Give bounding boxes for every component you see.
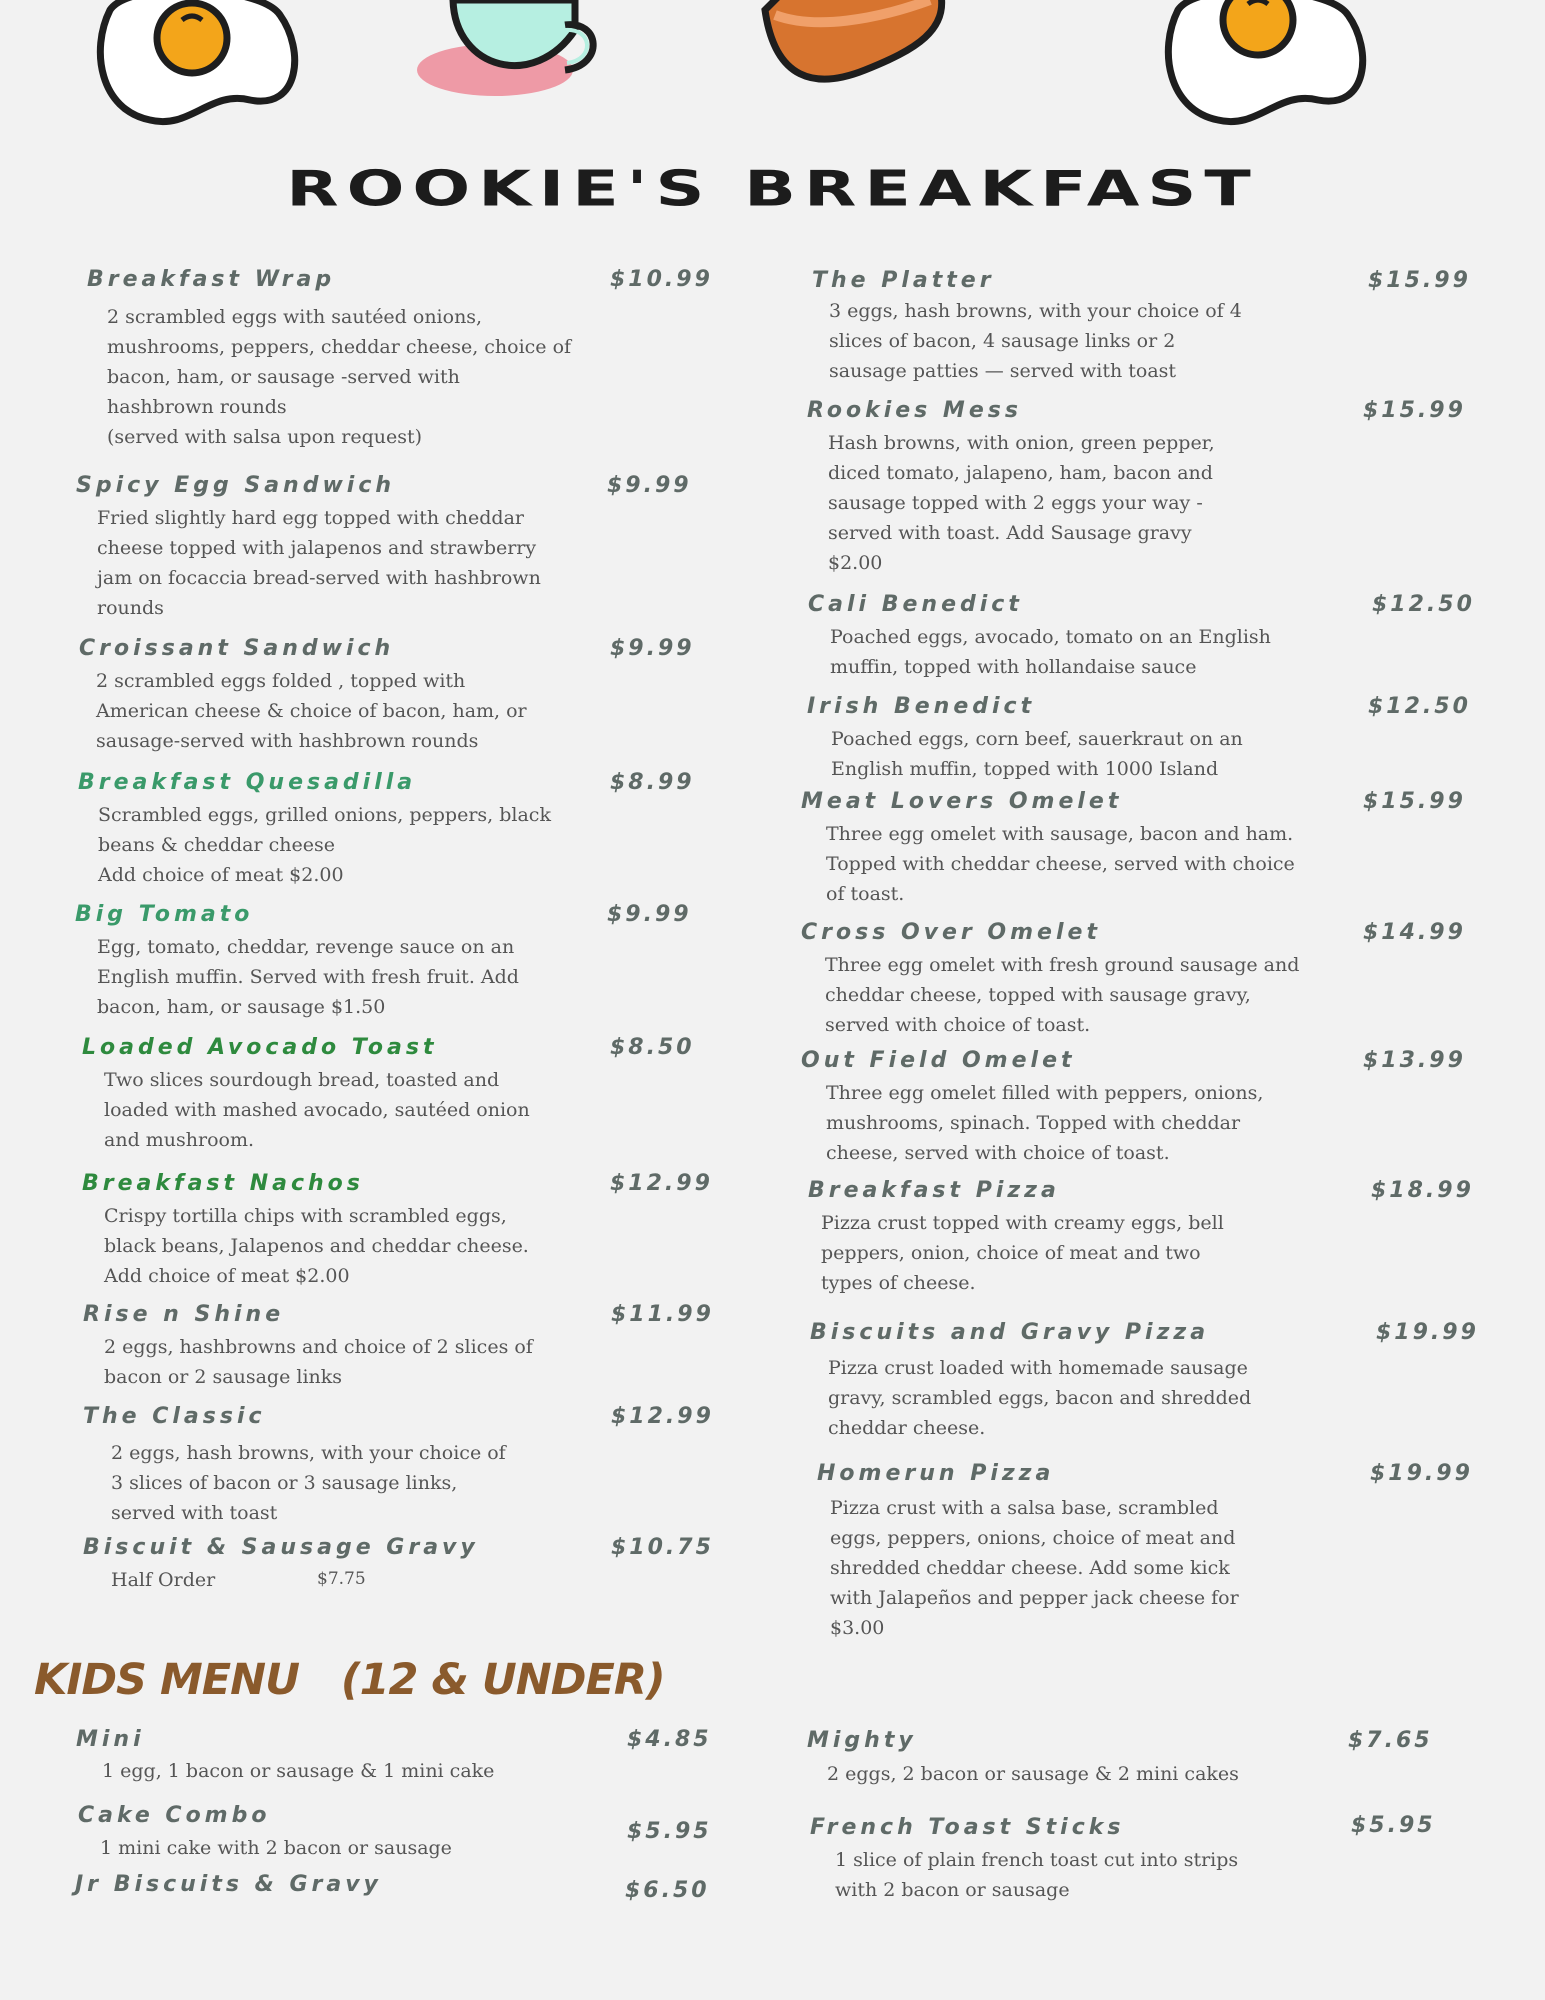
item-description: Pizza crust loaded with homemade sausage gravy, scrambled eggs, bacon and shredded cheddar cheese. [828,1357,1252,1439]
item-name: Rookies Mess [807,398,1022,423]
item-name: Cross Over Omelet [801,920,1101,945]
item-name: Mini [76,1727,145,1752]
item-description: Fried slightly hard egg topped with cheddar cheese topped with jalapenos and strawberry jam on focaccia bread-served with hashbrown rounds [97,507,541,619]
item-name: Breakfast Pizza [808,1178,1060,1203]
item-name: The Classic [83,1404,266,1429]
item-price: $9.99 [610,636,695,661]
item-name: Irish Benedict [807,694,1036,719]
item-name: Big Tomato [75,902,254,927]
item-price: $15.99 [1363,398,1466,423]
item-price: $15.99 [1368,268,1471,293]
item-price: $11.99 [611,1302,714,1327]
half-order-price: $7.75 [317,1569,366,1589]
item-name: Rise n Shine [83,1302,285,1327]
item-name: Croissant Sandwich [79,636,395,661]
item-price: $10.99 [610,267,713,292]
item-name: Homerun Pizza [817,1461,1055,1486]
item-description: Two slices sourdough bread, toasted and loaded with mashed avocado, sautéed onion and mushroom. [104,1069,530,1151]
item-price: $5.95 [1351,1813,1436,1838]
item-price: $14.99 [1363,920,1466,945]
item-description: Poached eggs, avocado, tomato on an English muffin, topped with hollandaise sauce [830,626,1271,678]
item-name: Breakfast Quesadilla [78,770,417,795]
item-description: Three egg omelet filled with peppers, onions, mushrooms, spinach. Topped with cheddar cheese, served with choice of toast. [826,1082,1264,1164]
item-name: Spicy Egg Sandwich [76,473,396,498]
item-price: $12.50 [1368,694,1471,719]
item-name: The Platter [812,268,995,293]
item-price: $7.65 [1348,1728,1433,1753]
item-name: Loaded Avocado Toast [82,1035,438,1060]
item-price: $6.50 [625,1878,710,1903]
item-name: Jr Biscuits & Gravy [75,1872,382,1897]
item-name: Out Field Omelet [801,1048,1076,1073]
item-price: $12.99 [610,1171,713,1196]
item-price: $8.50 [610,1035,695,1060]
item-description: Three egg omelet with fresh ground sausage and cheddar cheese, topped with sausage gravy, served with choice of toast. [825,954,1300,1036]
item-description: Crispy tortilla chips with scrambled eggs, black beans, Jalapenos and cheddar cheese. Add choice of meat $2.00 [104,1205,529,1287]
item-price: $19.99 [1370,1461,1473,1486]
item-price: $19.99 [1376,1320,1479,1345]
item-description: 3 eggs, hash browns, with your choice of 4 slices of bacon, 4 sausage links or 2 sausage patties — served with toast [829,300,1242,382]
item-name: Meat Lovers Omelet [801,789,1123,814]
item-price: $12.99 [611,1404,714,1429]
coffee-cup-icon [415,0,610,105]
item-name: Breakfast Wrap [87,267,336,292]
item-description: 1 egg, 1 bacon or sausage & 1 mini cake [102,1760,495,1782]
fried-egg-icon [90,0,305,140]
item-description: Pizza crust with a salsa base, scrambled eggs, peppers, onions, choice of meat and shredded cheddar cheese. Add some kick with Jalapeños and pepper jack cheese for $3.00 [830,1497,1239,1639]
item-price: $9.99 [607,473,692,498]
item-price: $13.99 [1363,1048,1466,1073]
bread-icon [755,0,955,100]
item-description: 2 scrambled eggs folded , topped with American cheese & choice of bacon, ham, or sausage-served with hashbrown rounds [96,670,527,752]
kids-menu-heading: KIDS MENU (12 & UNDER) [34,1655,665,1705]
item-price: $18.99 [1371,1178,1474,1203]
item-description: 1 slice of plain french toast cut into strips with 2 bacon or sausage [835,1849,1239,1901]
item-price: $9.99 [607,902,692,927]
item-description: 2 eggs, 2 bacon or sausage & 2 mini cakes [827,1763,1239,1785]
item-description: Half Order [111,1569,216,1591]
item-price: $5.95 [627,1819,712,1844]
item-description: Hash browns, with onion, green pepper, diced tomato, jalapeno, ham, bacon and sausage topped with 2 eggs your way - served with toast. Add Sausage gravy $2.00 [828,432,1215,574]
item-price: $10.75 [611,1535,714,1560]
item-description: Three egg omelet with sausage, bacon and ham. Topped with cheddar cheese, served with choice of toast. [826,823,1295,905]
page-title: ROOKIE'S BREAKFAST [286,161,1259,218]
item-name: Cali Benedict [808,592,1023,617]
item-price: $15.99 [1363,789,1466,814]
item-description: 2 eggs, hash browns, with your choice of 3 slices of bacon or 3 sausage links, served with toast [111,1442,506,1524]
item-description: Poached eggs, corn beef, sauerkraut on an English muffin, topped with 1000 Island [831,728,1243,780]
item-name: Mighty [807,1728,917,1753]
item-description: 1 mini cake with 2 bacon or sausage [100,1837,452,1859]
item-price: $12.50 [1372,592,1475,617]
item-description: Pizza crust topped with creamy eggs, bell peppers, onion, choice of meat and two types of cheese. [821,1212,1224,1294]
item-name: Breakfast Nachos [82,1171,364,1196]
item-name: Cake Combo [78,1803,271,1828]
fried-egg-icon [1158,0,1373,140]
item-name: Biscuits and Gravy Pizza [810,1320,1210,1345]
item-price: $8.99 [610,770,695,795]
item-description: Egg, tomato, cheddar, revenge sauce on an English muffin. Served with fresh fruit. Add bacon, ham, or sausage $1.50 [97,936,519,1018]
item-name: French Toast Sticks [810,1815,1125,1840]
item-description: Scrambled eggs, grilled onions, peppers, black beans & cheddar cheese Add choice of meat $2.00 [98,804,551,886]
item-price: $4.85 [627,1727,712,1752]
item-name: Biscuit & Sausage Gravy [83,1535,479,1560]
item-description: 2 scrambled eggs with sautéed onions, mushrooms, peppers, cheddar cheese, choice of bacon, ham, or sausage -served with hashbrown rounds (served with salsa upon request) [107,306,572,448]
item-description: 2 eggs, hashbrowns and choice of 2 slices of bacon or 2 sausage links [104,1336,533,1388]
